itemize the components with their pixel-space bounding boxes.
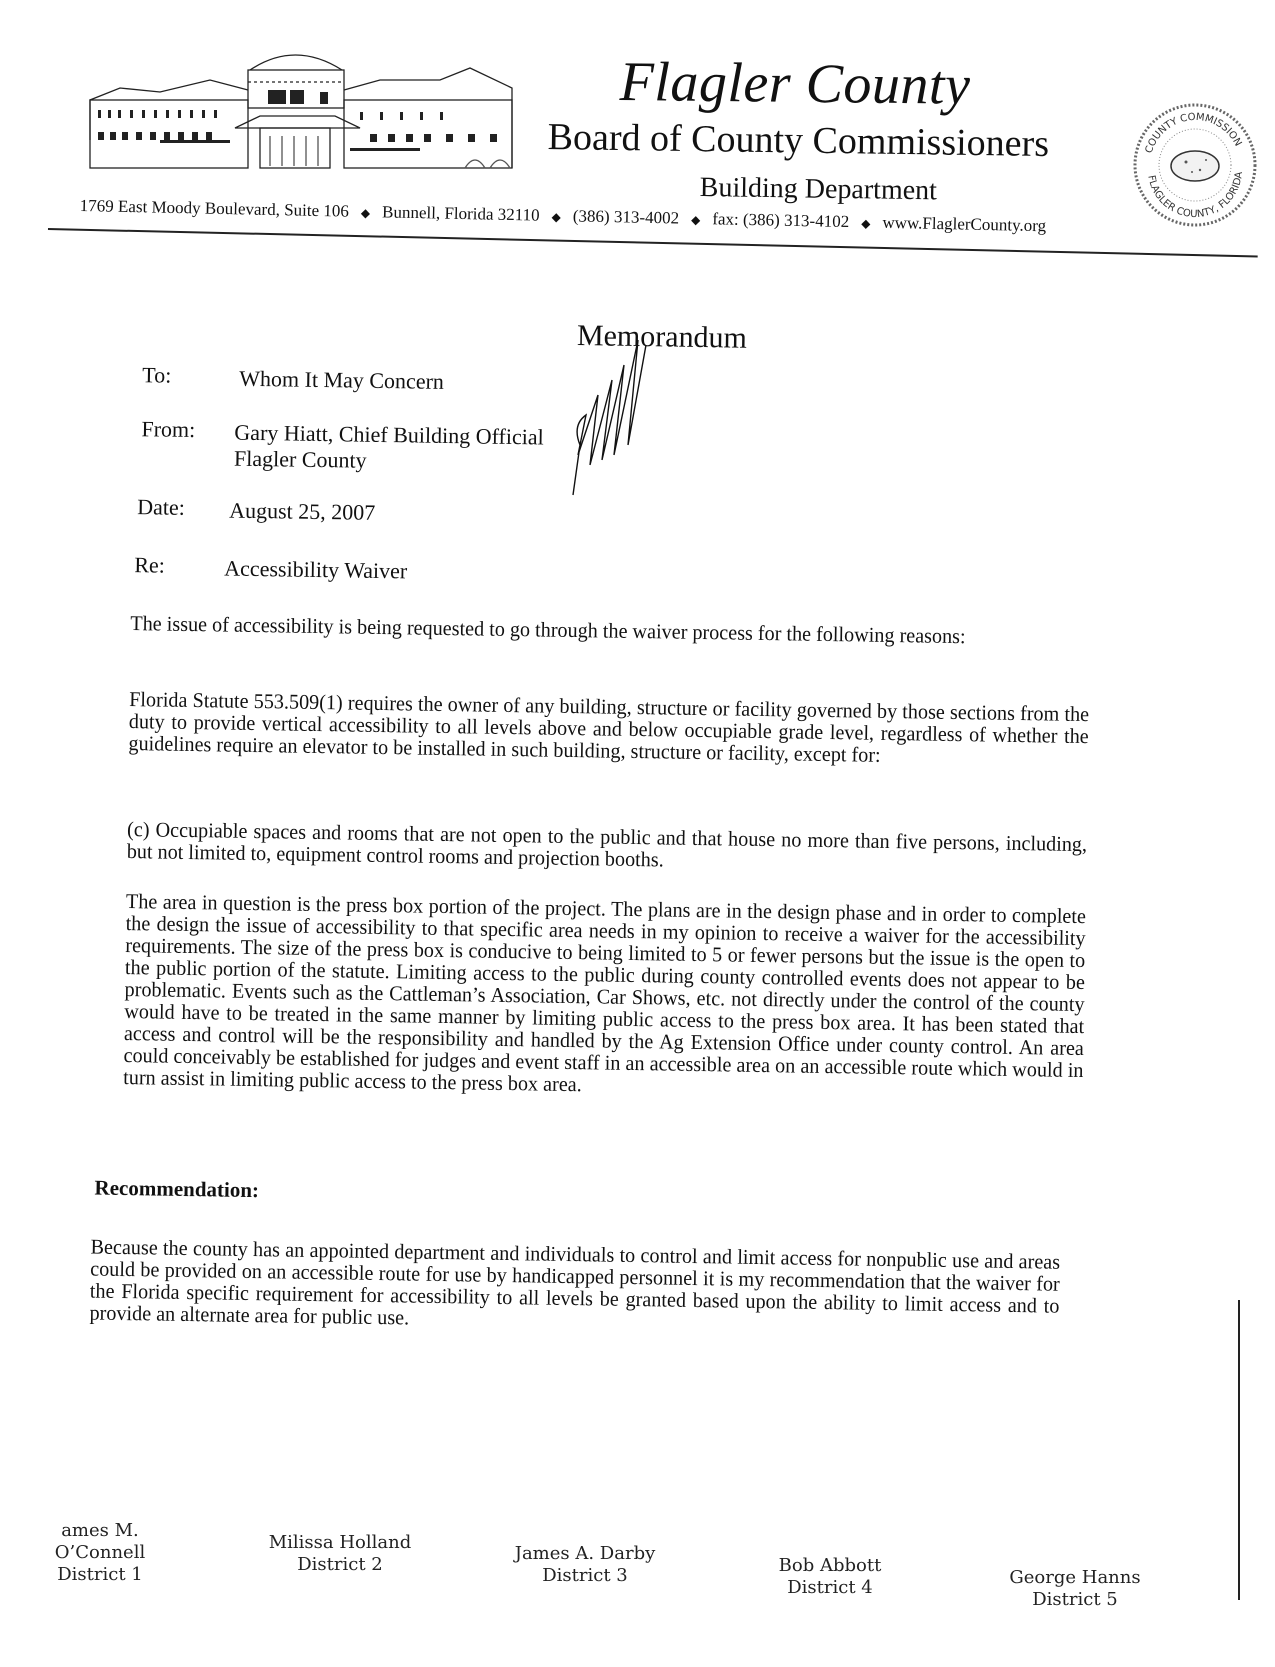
fax-number: fax: (386) 313-4102 <box>712 209 850 232</box>
commissioner-district: District 4 <box>787 1577 873 1598</box>
re-label: Re: <box>134 552 166 578</box>
county-title: Flagler County <box>619 50 971 117</box>
date-value: August 25, 2007 <box>228 497 376 525</box>
commissioner-district-4 <box>745 1555 915 1599</box>
from-organization: Flagler County <box>233 445 367 473</box>
date-label: Date: <box>137 494 186 520</box>
phone-number: (386) 313-4002 <box>572 206 680 228</box>
commissioner-district: District 3 <box>542 1565 628 1586</box>
intro-paragraph: The issue of accessibility is being requested to go through the waiver process for the following reasons: <box>130 611 966 649</box>
seal-bottom-text: FLAGLER COUNTY, FLORIDA <box>1145 171 1246 221</box>
to-label: To: <box>142 362 172 388</box>
recommendation-heading: Recommendation: <box>94 1175 260 1203</box>
commissioner-name: George Hanns <box>1009 1567 1141 1588</box>
bullet-separator-icon: ◆ <box>690 212 701 227</box>
commissioner-district-2 <box>255 1532 425 1576</box>
commissioner-district-3 <box>500 1543 670 1587</box>
exception-paragraph: (c) Occupiable spaces and rooms that are not open to the public and that house no more than five persons, including, but not limited to, equipment control rooms and projection booths. <box>126 817 1088 872</box>
bullet-separator-icon: ◆ <box>861 216 871 231</box>
street-address: 1769 East Moody Boulevard, Suite 106 <box>79 196 350 221</box>
from-label: From: <box>141 416 196 443</box>
signature <box>568 335 658 505</box>
commissioner-name: Bob Abbott <box>778 1555 882 1576</box>
commissioner-district-5 <box>990 1567 1160 1611</box>
statute-paragraph: Florida Statute 553.509(1) requires the owner of any building, structure or facility governed by those sections from the duty to provide vertical accessibility to all levels above and below occupiable grade level, regardless of whether the guidelines require an elevator to be installed in such building, structure or facility, except for: <box>128 687 1090 767</box>
commissioner-district-1 <box>15 1520 185 1586</box>
scan-edge-line <box>1238 1300 1240 1600</box>
commissioner-district: District 2 <box>297 1554 383 1575</box>
seal-top-text: COUNTY COMMISSION <box>1143 111 1244 155</box>
commissioner-name: James A. Darby <box>514 1543 656 1564</box>
recommendation-paragraph: Because the county has an appointed department and individuals to control and limit access for nonpublic use and areas could be provided on an accessible route for use by handicapped personnel it is my recommendation that the waiver for the Florida specific requirement for accessibility to all levels be granted based upon the ability to limit access and to provide an alternate area for public use. <box>89 1234 1061 1330</box>
from-value <box>234 420 544 477</box>
from-name-title: Gary Hiatt, Chief Building Official <box>234 419 544 450</box>
city-state-zip: Bunnell, Florida 32110 <box>381 202 540 225</box>
re-value: Accessibility Waiver <box>224 555 408 584</box>
memo-title: Memorandum <box>576 319 748 355</box>
website-link[interactable]: www.FlaglerCounty.org <box>882 212 1047 236</box>
commissioner-name: Milissa Holland <box>268 1532 412 1553</box>
bullet-separator-icon: ◆ <box>360 205 371 221</box>
commissioner-district: District 1 <box>57 1564 143 1585</box>
commissioner-district: District 5 <box>1032 1589 1118 1610</box>
press-box-paragraph: The area in question is the press box portion of the project. The plans are in the design phase and in order to complete the design the issue of accessibility to that specific area needs in my opinion to receive a waiver for the accessibility requirements. The size of the press box is conducive to being limited to 5 or fewer persons but the issue is the open to the public portion of the statute. Limiting access to the public during county controlled events does not appear to be problematic. Events such as the Cattleman’s Association, Car Shows, etc. not directly under the control of the county would have to be treated in the same manner by limiting public access to the press box area. It has been stated that access and control will be the responsibility and handled by the Ag Extension Office under county control. An area could conceivably be established for judges and event staff in an accessible area on an accessible route which would in turn assist in limiting public access to the press box area. <box>123 889 1087 1097</box>
commissioner-name: ames M. O’Connell <box>54 1520 146 1563</box>
to-value: Whom It May Concern <box>239 365 445 394</box>
board-name: Board of County Commissioners <box>547 115 1050 165</box>
bullet-separator-icon: ◆ <box>551 209 561 225</box>
department-name: Building Department <box>699 172 938 207</box>
